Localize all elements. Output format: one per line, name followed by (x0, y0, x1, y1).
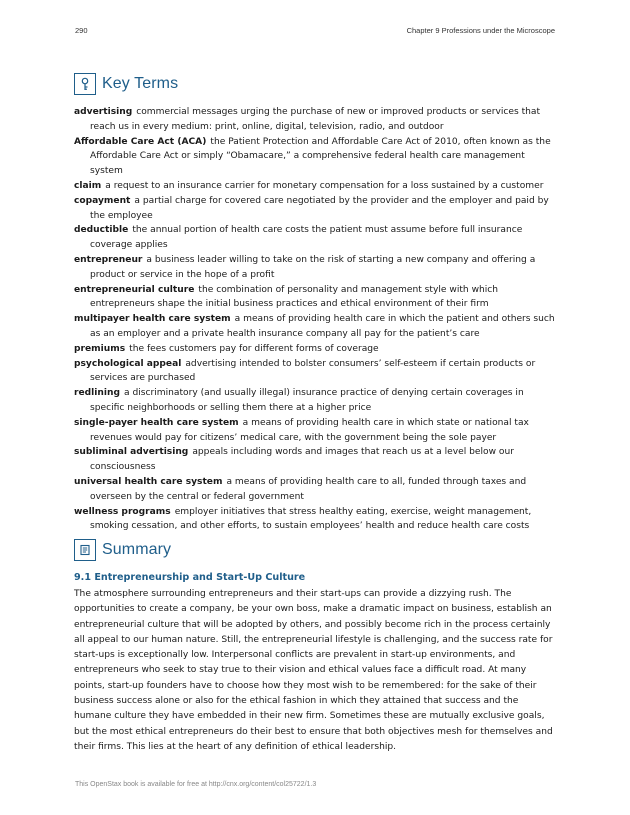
key-term-definition: a discriminatory (and usually illegal) insurance practice of denying certain coverages in specific neighborhoods or selling them there at a higher price (90, 388, 524, 413)
key-term-word: entrepreneurial culture (74, 284, 195, 295)
key-term-definition: commercial messages urging the purchase of new or improved products or services that reach us in every medium: print, online, digital, television, radio, and outdoor (90, 107, 541, 132)
key-term-entry (74, 342, 558, 357)
key-term-word: psychological appeal (74, 358, 182, 369)
summary-title: Summary (102, 541, 172, 558)
summary-icon (74, 539, 96, 561)
key-term-entry (74, 416, 558, 446)
key-term-definition: appeals including words and images that reach us at a level below our consciousness (90, 447, 514, 473)
key-term-definition: the Patient Protection and Affordable Care Act of 2010, often known as the Affordable Care Act or simply “Obamacare,” a comprehensive federal health care management system (90, 136, 551, 177)
key-term-definition: a means of providing health care to all, funded through taxes and overseen by the central or federal government (90, 476, 527, 502)
key-term-word: claim (74, 180, 102, 191)
key-term-definition: a means of providing health care in which the patient and others such as an employer and a private health insurance company all pay for the patient’s care (90, 314, 555, 339)
key-term-entry (74, 283, 558, 313)
key-term-word: subliminal advertising (74, 447, 189, 458)
key-icon (74, 73, 96, 95)
key-term-entry (74, 223, 558, 253)
key-term-entry (74, 105, 558, 135)
key-term-definition: a partial charge for covered care negotiated by the provider and the employer and paid by the employee (90, 195, 549, 221)
footer-notice: This OpenStax book is available for free at http://cnx.org/content/col25722/1.3 (75, 781, 317, 788)
summary-paragraph: The atmosphere surrounding entrepreneurs and their start-ups can provide a dizzying rush. The opportunities to create a company, be your own boss, make a dramatic impact on business, establish an entrepreneurial culture that will be adopted by others, and possibly become rich in the process certainly all appeal to our human nature. Still, the entrepreneurial lifestyle is challenging, and the success rate for start-ups is exceptionally low. Interpersonal conflicts are prevalent in start-up environments, and entrepreneurs who seek to stay true to their vision and ethical values face a difficult road. At many points, start-up founders have to choose how they most wish to be remembered: for the sake of their business success alone or also for the ethical fashion in which they attained that success and the humane culture they have embedded in their new firm. Sometimes these are mutually exclusive goals, but the most ethical entrepreneurs do their best to ensure that both objectives mesh for themselves and their firms. This lies at the heart of any definition of ethical leadership. (74, 589, 553, 752)
key-term-entry (74, 179, 558, 194)
key-term-definition: a business leader willing to take on the risk of starting a new company and offering a product or service in the hope of a profit (90, 254, 536, 280)
key-term-entry (74, 135, 558, 179)
key-term-word: redlining (74, 388, 120, 399)
key-term-entry (74, 357, 558, 387)
summary-subheading: 9.1 Entrepreneurship and Start-Up Culture (74, 572, 306, 583)
key-term-definition: a request to an insurance carrier for monetary compensation for a loss sustained by a customer (105, 180, 544, 191)
key-term-definition: a means of providing health care in which state or national tax revenues would pay for citizens’ medical care, with the government being the sole payer (90, 417, 529, 443)
key-term-word: copayment (74, 195, 131, 206)
key-term-entry (74, 253, 558, 283)
key-term-word: multipayer health care system (74, 314, 231, 325)
key-term-word: entrepreneur (74, 254, 143, 265)
page-number: 290 (75, 26, 88, 35)
key-terms-heading (74, 70, 178, 98)
key-term-definition: employer initiatives that stress healthy eating, exercise, weight management, smoking cessation, and other efforts, to sustain employees’ health and reduce health care costs (90, 506, 532, 532)
key-term-entry (74, 505, 558, 535)
key-term-definition: the fees customers pay for different forms of coverage (129, 343, 379, 354)
key-term-word: advertising (74, 107, 133, 117)
key-term-word: wellness programs (74, 506, 171, 517)
key-term-word: premiums (74, 343, 126, 354)
key-terms-list (74, 105, 558, 534)
key-term-entry (74, 386, 558, 416)
key-term-word: Affordable Care Act (ACA) (74, 136, 207, 147)
page-header (75, 26, 555, 38)
key-term-entry (74, 475, 558, 505)
summary-heading (74, 536, 171, 564)
key-term-word: deductible (74, 225, 129, 236)
key-term-entry (74, 445, 558, 475)
chapter-title: Chapter 9 Professions under the Microscope (406, 26, 555, 35)
key-term-word: universal health care system (74, 476, 223, 487)
key-terms-title: Key Terms (102, 75, 179, 92)
key-term-definition: the annual portion of health care costs the patient must assume before full insurance coverage applies (90, 225, 523, 251)
key-term-entry (74, 312, 558, 342)
key-term-entry (74, 194, 558, 224)
key-term-definition: advertising intended to bolster consumers’ self-esteem if certain products or services are purchased (90, 358, 536, 384)
key-term-word: single-payer health care system (74, 417, 239, 428)
key-term-definition: the combination of personality and management style with which entrepreneurs shape the initial business practices and ethical environment of their firm (90, 284, 499, 310)
